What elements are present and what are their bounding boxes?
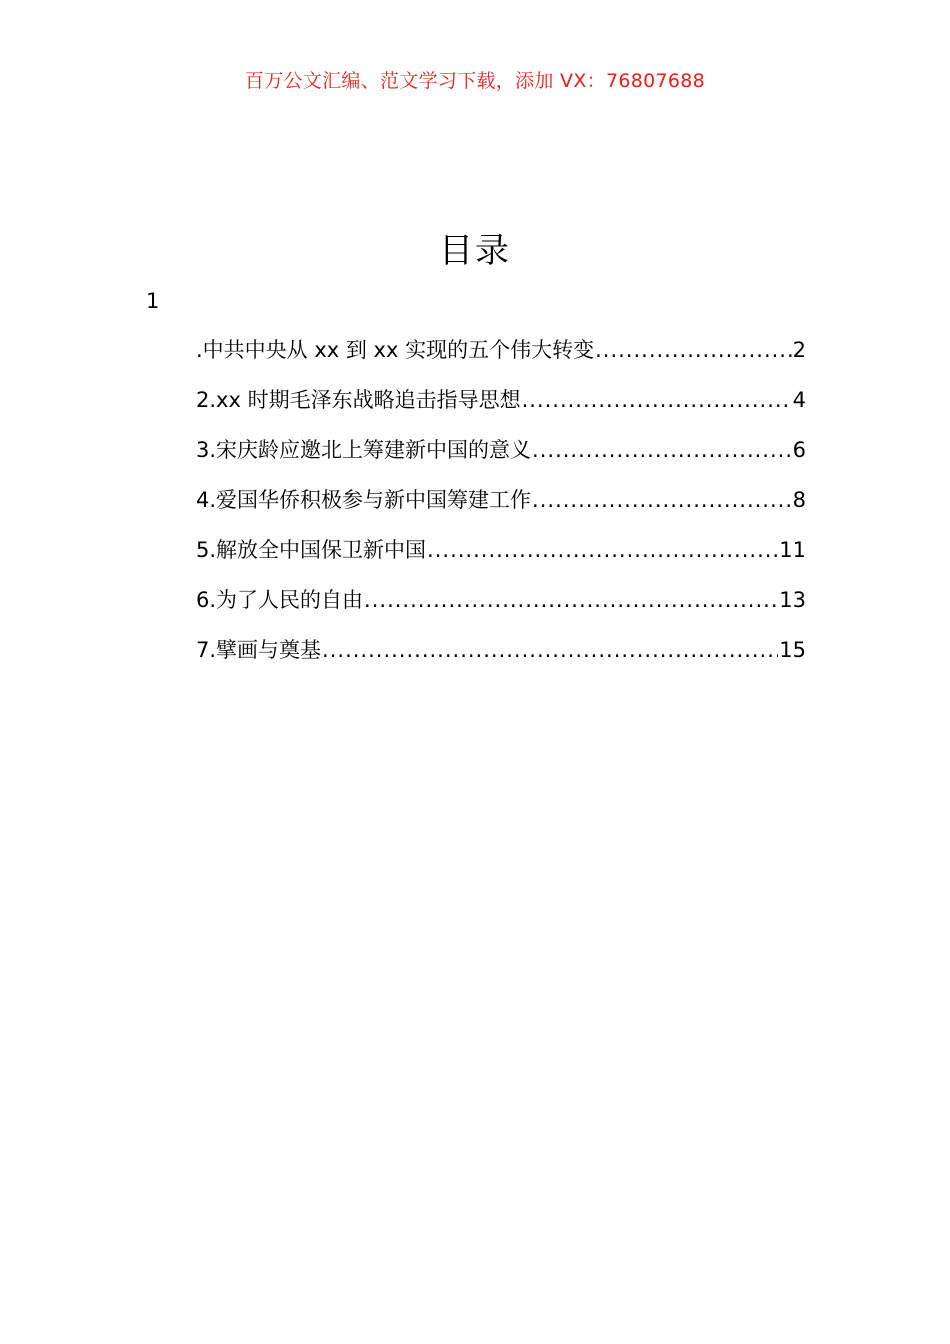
toc-entry-label: 7.擘画与奠基	[196, 638, 322, 662]
toc-dot-leader	[364, 585, 778, 615]
toc-dot-leader	[532, 435, 792, 465]
toc-entry-page: 8	[792, 488, 806, 512]
toc-entry-label: 5.解放全中国保卫新中国	[196, 538, 427, 562]
toc-entry[interactable]	[196, 335, 806, 385]
toc-entry-label: .中共中央从 xx 到 xx 实现的五个伟大转变	[196, 338, 595, 362]
toc-entry[interactable]	[196, 485, 806, 535]
toc-entry-page: 13	[779, 588, 806, 612]
toc-entry-page: 4	[792, 388, 806, 412]
table-of-contents	[196, 335, 806, 685]
toc-entry-label: 6.为了人民的自由	[196, 588, 364, 612]
toc-entry-page: 2	[792, 338, 806, 362]
toc-entry-page: 15	[779, 638, 806, 662]
toc-entry[interactable]	[196, 385, 806, 435]
header-notice: 百万公文汇编、范文学习下载，添加 VX：76807688	[244, 70, 706, 92]
toc-entry[interactable]	[196, 435, 806, 485]
toc-dot-leader	[427, 535, 778, 565]
toc-entry-label: 3.宋庆龄应邀北上筹建新中国的意义	[196, 438, 532, 462]
toc-entry-label: 2.xx 时期毛泽东战略追击指导思想	[196, 388, 521, 412]
toc-dot-leader	[322, 635, 778, 665]
toc-entry[interactable]	[196, 585, 806, 635]
toc-entry[interactable]	[196, 635, 806, 685]
toc-dot-leader	[595, 335, 792, 365]
page-title: 目录	[439, 231, 511, 271]
toc-entry-page: 11	[779, 538, 806, 562]
toc-entry-label: 4.爱国华侨积极参与新中国筹建工作	[196, 488, 532, 512]
toc-dot-leader	[522, 385, 792, 415]
toc-entry-page: 6	[792, 438, 806, 462]
toc-dot-leader	[532, 485, 792, 515]
toc-entry[interactable]	[196, 535, 806, 585]
lead-number: 1	[146, 289, 160, 313]
